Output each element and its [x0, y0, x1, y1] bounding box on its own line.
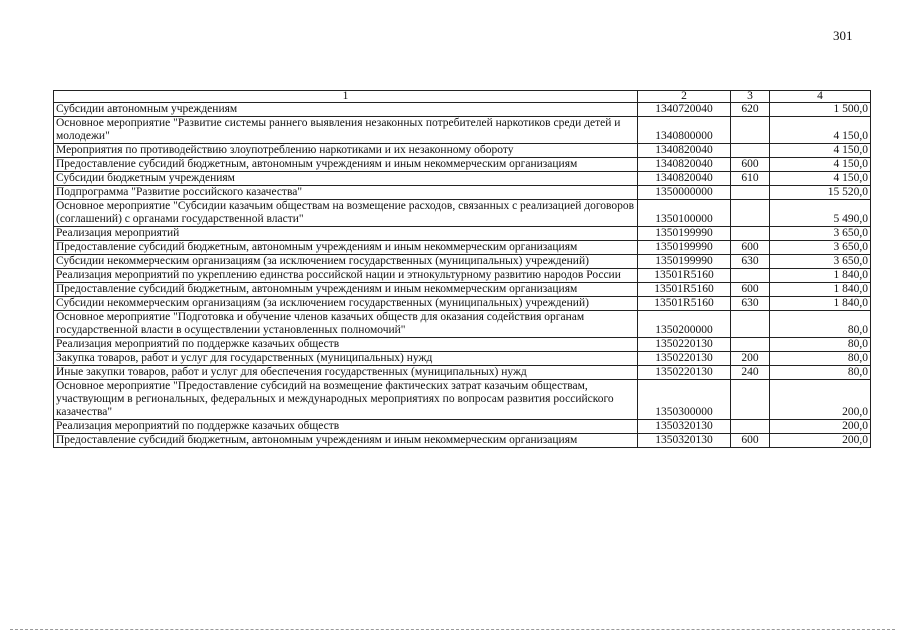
table-row — [54, 352, 871, 366]
table-row — [54, 103, 871, 117]
header-col-4: 4 — [770, 91, 871, 103]
row-expense-type — [731, 144, 770, 158]
table-header-row — [54, 91, 871, 103]
row-code: 1350199990 — [638, 227, 731, 241]
row-code: 1340820040 — [638, 158, 731, 172]
row-expense-type: 630 — [731, 255, 770, 269]
row-name: Основное мероприятие "Субсидии казачьим обществам на возмещение расходов, связанных с реализацией договоров (соглашений) с органами государственной власти" — [54, 200, 638, 227]
header-col-3: 3 — [731, 91, 770, 103]
table-row — [54, 172, 871, 186]
table-row — [54, 144, 871, 158]
row-expense-type — [731, 338, 770, 352]
table-row — [54, 227, 871, 241]
table-row — [54, 297, 871, 311]
row-code: 1340800000 — [638, 117, 731, 144]
table-row — [54, 283, 871, 297]
row-name: Подпрограмма "Развитие российского казачества" — [54, 186, 638, 200]
row-amount: 80,0 — [770, 352, 871, 366]
header-col-2: 2 — [638, 91, 731, 103]
table-row — [54, 255, 871, 269]
row-amount: 1 840,0 — [770, 269, 871, 283]
row-name: Реализация мероприятий по поддержке казачьих обществ — [54, 338, 638, 352]
table-row — [54, 434, 871, 448]
table-row — [54, 186, 871, 200]
table-row — [54, 200, 871, 227]
row-name: Основное мероприятие "Подготовка и обучение членов казачьих обществ для оказания содействия органам государственной власти в осуществлении установленных полномочий" — [54, 311, 638, 338]
row-expense-type: 630 — [731, 297, 770, 311]
row-code: 1350220130 — [638, 352, 731, 366]
row-code: 1350300000 — [638, 380, 731, 420]
row-expense-type — [731, 420, 770, 434]
row-code: 13501R5160 — [638, 283, 731, 297]
row-expense-type: 610 — [731, 172, 770, 186]
row-code: 1350200000 — [638, 311, 731, 338]
row-expense-type — [731, 186, 770, 200]
table-row — [54, 420, 871, 434]
row-amount: 4 150,0 — [770, 172, 871, 186]
scan-artifact-line — [10, 629, 895, 630]
table-row — [54, 269, 871, 283]
row-amount: 3 650,0 — [770, 227, 871, 241]
row-amount: 80,0 — [770, 366, 871, 380]
row-name: Основное мероприятие "Предоставление субсидий на возмещение фактических затрат казачьим обществам, участвующим в региональных, федеральных и международных мероприятиях по вопросам развития российского казачества" — [54, 380, 638, 420]
row-name: Предоставление субсидий бюджетным, автономным учреждениям и иным некоммерческим организациям — [54, 283, 638, 297]
row-name: Реализация мероприятий по укреплению единства российской нации и этнокультурному развитию народов России — [54, 269, 638, 283]
row-expense-type: 200 — [731, 352, 770, 366]
row-name: Предоставление субсидий бюджетным, автономным учреждениям и иным некоммерческим организациям — [54, 158, 638, 172]
row-name: Закупка товаров, работ и услуг для государственных (муниципальных) нужд — [54, 352, 638, 366]
row-expense-type: 600 — [731, 434, 770, 448]
budget-table — [53, 90, 871, 448]
row-expense-type: 600 — [731, 283, 770, 297]
row-code: 1350220130 — [638, 338, 731, 352]
table-row — [54, 380, 871, 420]
row-amount: 4 150,0 — [770, 144, 871, 158]
table-body — [54, 103, 871, 448]
row-name: Субсидии некоммерческим организациям (за исключением государственных (муниципальных) учреждений) — [54, 255, 638, 269]
table-row — [54, 338, 871, 352]
row-name: Субсидии некоммерческим организациям (за исключением государственных (муниципальных) учреждений) — [54, 297, 638, 311]
row-name: Субсидии автономным учреждениям — [54, 103, 638, 117]
row-code: 1350000000 — [638, 186, 731, 200]
row-amount: 1 500,0 — [770, 103, 871, 117]
row-amount: 1 840,0 — [770, 297, 871, 311]
row-name: Реализация мероприятий — [54, 227, 638, 241]
row-amount: 200,0 — [770, 380, 871, 420]
row-code: 13501R5160 — [638, 269, 731, 283]
row-expense-type — [731, 200, 770, 227]
row-expense-type — [731, 269, 770, 283]
row-amount: 3 650,0 — [770, 241, 871, 255]
row-expense-type — [731, 227, 770, 241]
row-code: 1340720040 — [638, 103, 731, 117]
row-code: 1350320130 — [638, 434, 731, 448]
row-code: 1350100000 — [638, 200, 731, 227]
row-name: Реализация мероприятий по поддержке казачьих обществ — [54, 420, 638, 434]
row-amount: 80,0 — [770, 311, 871, 338]
row-amount: 5 490,0 — [770, 200, 871, 227]
row-expense-type: 240 — [731, 366, 770, 380]
row-code: 1350220130 — [638, 366, 731, 380]
row-code: 1340820040 — [638, 144, 731, 158]
header-col-1: 1 — [54, 91, 638, 103]
row-code: 1350320130 — [638, 420, 731, 434]
page-number: 301 — [833, 28, 853, 43]
row-name: Предоставление субсидий бюджетным, автономным учреждениям и иным некоммерческим организациям — [54, 241, 638, 255]
row-amount: 4 150,0 — [770, 158, 871, 172]
row-name: Основное мероприятие "Развитие системы раннего выявления незаконных потребителей наркотиков среди детей и молодежи" — [54, 117, 638, 144]
row-name: Субсидии бюджетным учреждениям — [54, 172, 638, 186]
row-amount: 200,0 — [770, 420, 871, 434]
row-expense-type — [731, 311, 770, 338]
row-amount: 15 520,0 — [770, 186, 871, 200]
row-amount: 1 840,0 — [770, 283, 871, 297]
row-name: Мероприятия по противодействию злоупотреблению наркотиками и их незаконному обороту — [54, 144, 638, 158]
row-amount: 4 150,0 — [770, 117, 871, 144]
row-code: 13501R5160 — [638, 297, 731, 311]
row-code: 1350199990 — [638, 255, 731, 269]
row-name: Предоставление субсидий бюджетным, автономным учреждениям и иным некоммерческим организациям — [54, 434, 638, 448]
row-expense-type — [731, 380, 770, 420]
row-expense-type: 620 — [731, 103, 770, 117]
table-row — [54, 241, 871, 255]
row-amount: 200,0 — [770, 434, 871, 448]
row-amount: 3 650,0 — [770, 255, 871, 269]
row-expense-type — [731, 117, 770, 144]
table-row — [54, 117, 871, 144]
row-expense-type: 600 — [731, 158, 770, 172]
row-code: 1340820040 — [638, 172, 731, 186]
row-code: 1350199990 — [638, 241, 731, 255]
table-row — [54, 158, 871, 172]
table-row — [54, 366, 871, 380]
row-name: Иные закупки товаров, работ и услуг для обеспечения государственных (муниципальных) нужд — [54, 366, 638, 380]
row-amount: 80,0 — [770, 338, 871, 352]
table-row — [54, 311, 871, 338]
row-expense-type: 600 — [731, 241, 770, 255]
